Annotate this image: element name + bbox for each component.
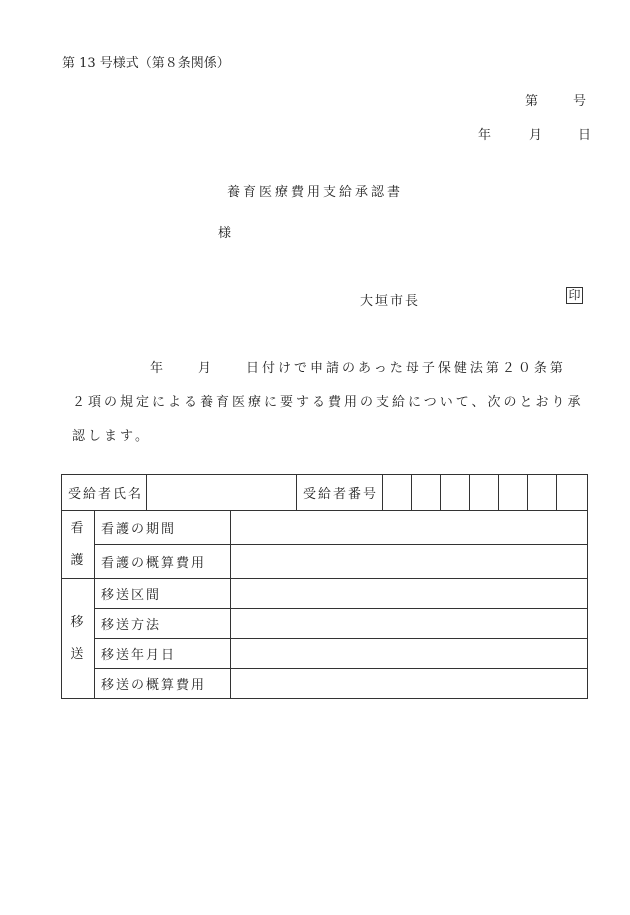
form-number: 第 13 号様式（第８条関係） [62,56,230,71]
date-day: 日 [578,128,592,143]
recipient-number-digit [383,475,412,511]
body-month: 月 [198,361,215,376]
table-row [62,511,588,545]
table-row [62,475,588,511]
recipient-name-label: 受給者氏名 [62,475,147,511]
table-row [62,639,588,669]
table-row [62,579,588,609]
recipient-number-digit [528,475,557,511]
recipient-number-digit [470,475,499,511]
nursing-period-label: 看護の期間 [95,511,231,545]
recipient-number-digit [412,475,441,511]
addressee-suffix: 様 [218,226,232,241]
table-row [62,545,588,579]
nursing-group-label: 看 護 [62,511,95,579]
transfer-group-label: 移 送 [62,579,95,699]
transfer-method-label: 移送方法 [95,609,231,639]
transfer-method-cell [231,609,588,639]
transfer-section-label: 移送区間 [95,579,231,609]
date-year: 年 [478,128,492,143]
nursing-cost-cell [231,545,588,579]
body-year: 年 [150,361,167,376]
body-line-1-rest: 日付けで申請のあった母子保健法第２０条第 [246,361,566,376]
nursing-period-cell [231,511,588,545]
body-line-3: 認します。 [72,429,151,444]
seal-mark: 印 [566,287,583,304]
table-row [62,669,588,699]
transfer-cost-cell [231,669,588,699]
number-suffix: 号 [573,94,588,109]
transfer-section-cell [231,579,588,609]
approval-table [61,474,588,699]
transfer-date-cell [231,639,588,669]
issue-date [478,124,591,143]
body-text [72,352,592,454]
table-row [62,609,588,639]
number-prefix: 第 [525,94,540,109]
nursing-cost-label: 看護の概算費用 [95,545,231,579]
body-line-2: ２項の規定による養育医療に要する費用の支給について、次のとおり承 [72,395,584,410]
body-line-1 [72,352,592,386]
recipient-number-digit [441,475,470,511]
document-number [525,90,587,109]
recipient-number-label: 受給者番号 [297,475,383,511]
date-month: 月 [529,128,543,143]
recipient-number-digit [557,475,588,511]
document-title: 養育医療費用支給承認書 [226,185,403,200]
recipient-number-digit [499,475,528,511]
recipient-name-cell [147,475,297,511]
transfer-date-label: 移送年月日 [95,639,231,669]
transfer-cost-label: 移送の概算費用 [95,669,231,699]
issuer-name: 大垣市長 [360,294,421,309]
